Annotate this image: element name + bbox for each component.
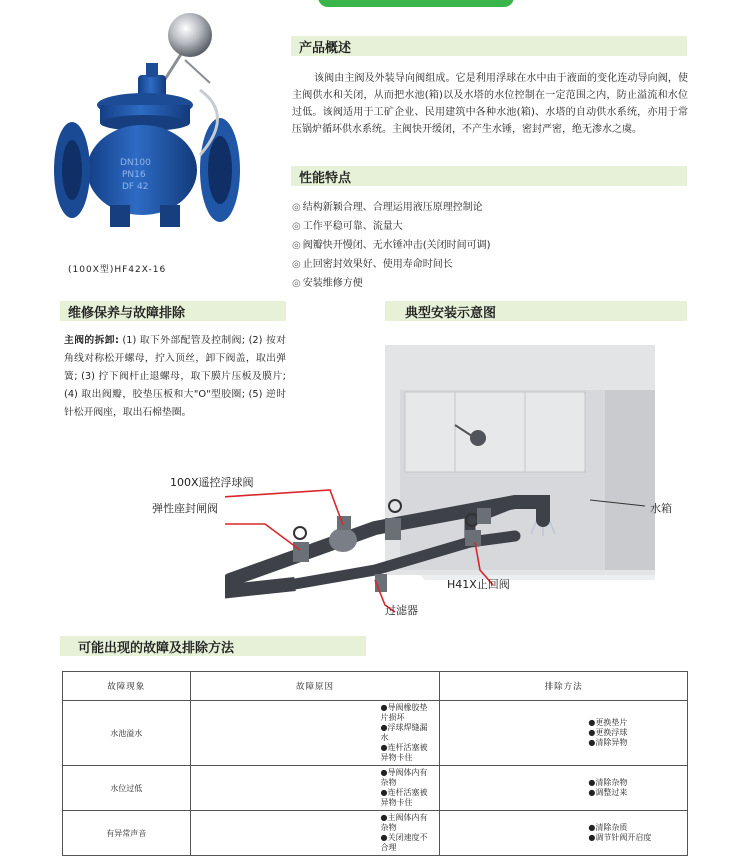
label-gate-valve: 弹性座封闸阀 — [152, 502, 218, 515]
maintenance-title: 维修保养与故障排除 — [68, 305, 186, 321]
feature-bullet-icon: ◎ — [292, 278, 301, 289]
row-fixes: ●清除杂质 ●调节针阀开启度 — [440, 811, 688, 856]
features-heading — [291, 166, 687, 186]
row-causes: ●导阀体内有杂物 ●连杆活塞被异物卡住 — [190, 766, 440, 811]
label-tank: 水箱 — [650, 502, 672, 515]
faults-table — [62, 671, 688, 856]
label-filter: 过滤器 — [385, 604, 418, 617]
label-float-valve: 100X遥控浮球阀 — [170, 476, 254, 489]
product-caption: (100X型)HF42X-16 — [68, 265, 167, 275]
features-title: 性能特点 — [299, 170, 352, 186]
feature-bullet-icon: ◎ — [292, 240, 301, 251]
feature-item: ◎ 止回密封效果好、使用寿命时间长 — [292, 259, 453, 270]
feature-item: ◎ 阀瓣快开慢闭、无水锤冲击(关闭时间可调) — [292, 240, 491, 251]
row-symptom: 水池溢水 — [63, 701, 191, 766]
valve-product-image — [50, 5, 260, 245]
row-symptom: 水位过低 — [63, 766, 191, 811]
table-row — [63, 766, 688, 811]
feature-item: ◎ 安装维修方便 — [292, 278, 363, 289]
nameplate-line-3: DF 42 — [122, 182, 149, 192]
row-causes: ●导阀橡胶垫片损坏 ●浮球焊缝漏水 ●连杆活塞被异物卡住 — [190, 701, 440, 766]
header-symptom: 故障现象 — [63, 672, 191, 701]
feature-item: ◎ 工作平稳可靠、流量大 — [292, 221, 403, 232]
table-row — [63, 701, 688, 766]
label-check-valve: H41X止回阀 — [447, 578, 510, 591]
table-row — [63, 811, 688, 856]
row-symptom: 有异常声音 — [63, 811, 191, 856]
row-fixes: ●更换垫片 ●更换浮球 ●清除异物 — [440, 701, 688, 766]
overview-title: 产品概述 — [299, 40, 352, 56]
table-header-row — [63, 672, 688, 701]
install-heading — [385, 301, 687, 321]
overview-heading — [291, 36, 687, 56]
faults-title: 可能出现的故障及排除方法 — [78, 640, 235, 656]
overview-text: 该阀由主阀及外装导向阀组成。它是利用浮球在水中由于液面的变化连动导向阀，使主阀供水和关闭，从而把水池(箱)以及水塔的水位控制在一定范围之内，防止溢流和水位过低。该阀适用于工矿企业、民用建筑中各种水池(箱)、水塔的自动供水系统，亦用于常压锅炉循环供水系统。主阀快开缓闭，不产生水锤，密封严密，绝无渗水之虞。 — [292, 73, 688, 135]
maintenance-steps: (1) 取下外部配管及控制阀; (2) 按对角线对称松开螺母，拧入顶丝，卸下阀盖，取出弹簧; (3) 拧下阀杆止退螺母，取下膜片压板及膜片; (4) 取出阀瓣，胶垫压板和大"O"型胶圈; (5) 逆时针松开阀座，取出石棉垫圈。 — [64, 335, 286, 418]
feature-bullet-icon: ◎ — [292, 221, 301, 232]
nameplate-line-1: DN100 — [120, 158, 151, 168]
row-causes: ●主阀体内有杂物 ●关闭速度不合理 — [190, 811, 440, 856]
maintenance-heading — [60, 301, 286, 321]
maintenance-lead: 主阀的拆卸: — [64, 335, 119, 346]
top-accent-tab — [318, 0, 514, 7]
faults-heading — [60, 636, 366, 656]
row-fixes: ●清除杂物 ●调整过来 — [440, 766, 688, 811]
features-list — [292, 198, 688, 293]
nameplate-line-2: PN16 — [122, 170, 146, 180]
install-title: 典型安装示意图 — [405, 305, 497, 321]
feature-item: ◎ 结构新颖合理、合理运用液压原理控制论 — [292, 202, 483, 213]
header-cause: 故障原因 — [190, 672, 440, 701]
feature-bullet-icon: ◎ — [292, 202, 301, 213]
header-fix: 排除方法 — [440, 672, 688, 701]
feature-bullet-icon: ◎ — [292, 259, 301, 270]
